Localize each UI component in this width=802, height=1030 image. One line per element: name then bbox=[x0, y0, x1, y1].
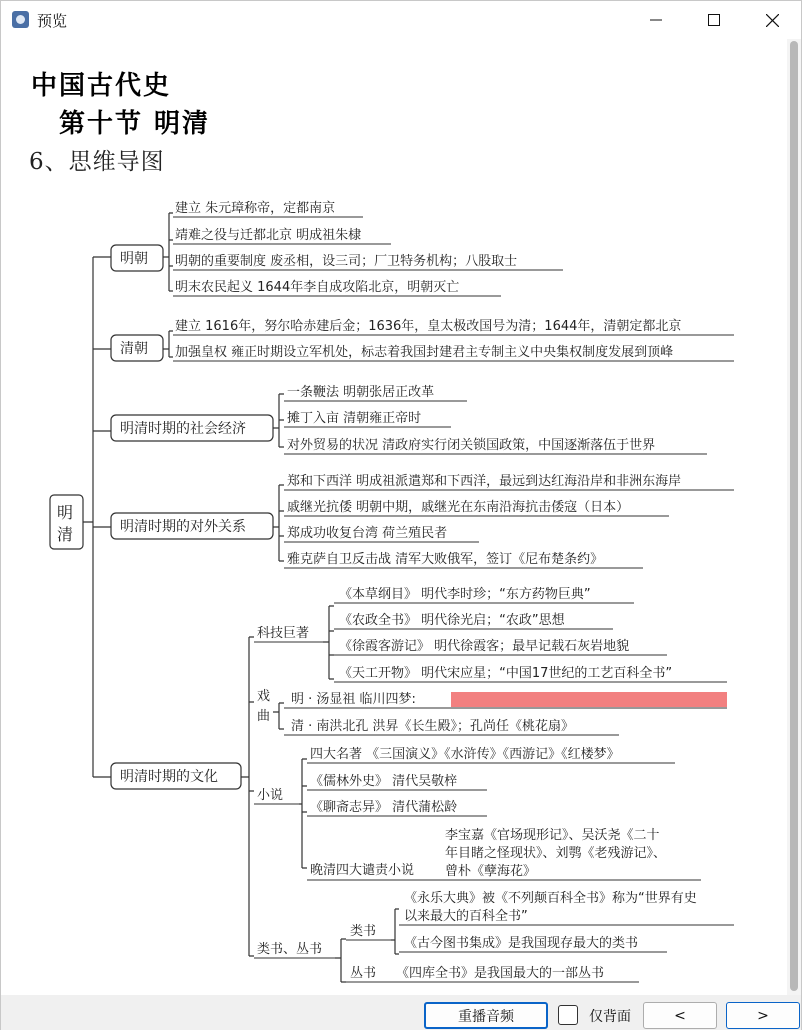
culture-books-label: 类书、丛书 bbox=[257, 942, 323, 957]
drama-qing-item: 清 · 南洪北孔 洪昇《长生殿》；孔尚任《桃花扇》 bbox=[291, 719, 575, 734]
page-title: 中国古代史 bbox=[31, 71, 172, 101]
card-content bbox=[1, 39, 787, 995]
economy-item: 对外贸易的状况 清政府实行闭关锁国政策，中国逐渐落伍于世界 bbox=[287, 438, 656, 453]
vertical-scrollbar[interactable] bbox=[787, 39, 801, 995]
subsection-title: 6、思维导图 bbox=[29, 149, 165, 175]
app-icon bbox=[12, 11, 29, 28]
minimize-icon bbox=[650, 14, 662, 26]
leishu-item: 以来最大的百科全书” bbox=[404, 909, 528, 924]
next-button[interactable]: > bbox=[726, 1002, 800, 1029]
foreign-item: 郑和下西洋 明成祖派遣郑和下西洋，最远到达红海沿岸和非洲东海岸 bbox=[287, 474, 682, 489]
title-bar bbox=[1, 1, 801, 39]
leishu-item: 《古今图书集成》是我国现存最大的类书 bbox=[404, 936, 639, 951]
minimize-button[interactable] bbox=[627, 1, 685, 39]
late-qing-novel-label: 晚清四大谴责小说 bbox=[310, 863, 415, 878]
science-item: 《天工开物》 明代宋应星；“中国17世纪的工艺百科全书” bbox=[339, 666, 673, 681]
foreign-item: 戚继光抗倭 明朝中期，戚继光在东南沿海抗击倭寇（日本） bbox=[287, 500, 630, 515]
science-item: 《农政全书》 明代徐光启；“农政”思想 bbox=[339, 613, 565, 628]
late-qing-novel-line: 曾朴《孽海花》 bbox=[445, 864, 537, 879]
back-only-checkbox[interactable] bbox=[558, 1005, 578, 1025]
branch-foreign-label: 明清时期的对外关系 bbox=[120, 519, 246, 535]
ming-item: 明末农民起义 1644年李自成攻陷北京，明朝灭亡 bbox=[175, 280, 460, 295]
maximize-button[interactable] bbox=[685, 1, 743, 39]
economy-item: 摊丁入亩 清朝雍正帝时 bbox=[287, 411, 422, 426]
branch-qing-label: 清朝 bbox=[120, 341, 148, 357]
culture-novel-label: 小说 bbox=[257, 788, 284, 803]
bottom-toolbar bbox=[1, 995, 801, 1030]
prev-button[interactable]: < bbox=[643, 1002, 717, 1029]
foreign-item: 雅克萨自卫反击战 清军大败俄军，签订《尼布楚条约》 bbox=[287, 552, 604, 567]
foreign-item: 郑成功收复台湾 荷兰殖民者 bbox=[287, 526, 448, 541]
late-qing-novel-line: 年目睹之怪现状》、刘鹗《老残游记》、 bbox=[445, 846, 667, 861]
novel-item: 四大名著 《三国演义》《水浒传》《西游记》《红楼梦》 bbox=[310, 747, 620, 762]
root-char-2: 清 bbox=[57, 525, 74, 544]
back-only-label: 仅背面 bbox=[589, 1009, 631, 1025]
ming-item: 建立 朱元璋称帝，定都南京 bbox=[175, 201, 336, 216]
close-icon bbox=[766, 14, 779, 27]
novel-item: 《聊斋志异》 清代蒲松龄 bbox=[310, 800, 458, 815]
culture-science-label: 科技巨著 bbox=[257, 626, 310, 641]
maximize-icon bbox=[708, 14, 720, 26]
congshu-label: 丛书 bbox=[350, 966, 377, 981]
congshu-item: 《四库全书》是我国最大的一部丛书 bbox=[396, 966, 605, 981]
ming-item: 明朝的重要制度 废丞相，设三司；厂卫特务机构；八股取士 bbox=[175, 254, 518, 269]
mind-map bbox=[1, 39, 787, 995]
economy-item: 一条鞭法 明朝张居正改革 bbox=[287, 385, 435, 400]
leishu-item: 《永乐大典》被《不列颠百科全书》称为“世界有史 bbox=[404, 891, 697, 906]
replay-audio-button[interactable]: 重播音频 bbox=[424, 1002, 548, 1029]
branch-economy-label: 明清时期的社会经济 bbox=[120, 421, 246, 437]
culture-drama-label-1: 戏 bbox=[257, 689, 271, 704]
close-button[interactable] bbox=[743, 1, 801, 39]
late-qing-novel-line: 李宝嘉《官场现形记》、吴沃尧《二十 bbox=[445, 828, 660, 843]
scrollbar-thumb[interactable] bbox=[790, 41, 798, 991]
novel-item: 《儒林外史》 清代吴敬梓 bbox=[310, 774, 458, 789]
ming-item: 靖难之役与迁都北京 明成祖朱棣 bbox=[175, 228, 362, 243]
science-item: 《本草纲目》 明代李时珍；“东方药物巨典” bbox=[339, 587, 591, 602]
section-title: 第十节 明清 bbox=[59, 109, 211, 139]
window-title: 预览 bbox=[37, 12, 68, 30]
leishu-label: 类书 bbox=[350, 924, 377, 939]
science-item: 《徐霞客游记》 明代徐霞客；最早记载石灰岩地貌 bbox=[339, 639, 630, 654]
branch-ming-label: 明朝 bbox=[120, 251, 148, 267]
root-char-1: 明 bbox=[57, 503, 74, 522]
qing-item: 建立 1616年，努尔哈赤建后金；1636年，皇太极改国号为清；1644年，清朝定都北京 bbox=[175, 319, 682, 334]
drama-ming-item: 明 · 汤显祖 临川四梦: bbox=[291, 692, 416, 707]
culture-drama-label-2: 曲 bbox=[257, 709, 271, 724]
qing-item: 加强皇权 雍正时期设立军机处，标志着我国封建君主专制主义中央集权制度发展到顶峰 bbox=[175, 345, 674, 360]
answer-mask bbox=[451, 692, 727, 707]
branch-culture-label: 明清时期的文化 bbox=[120, 769, 218, 785]
